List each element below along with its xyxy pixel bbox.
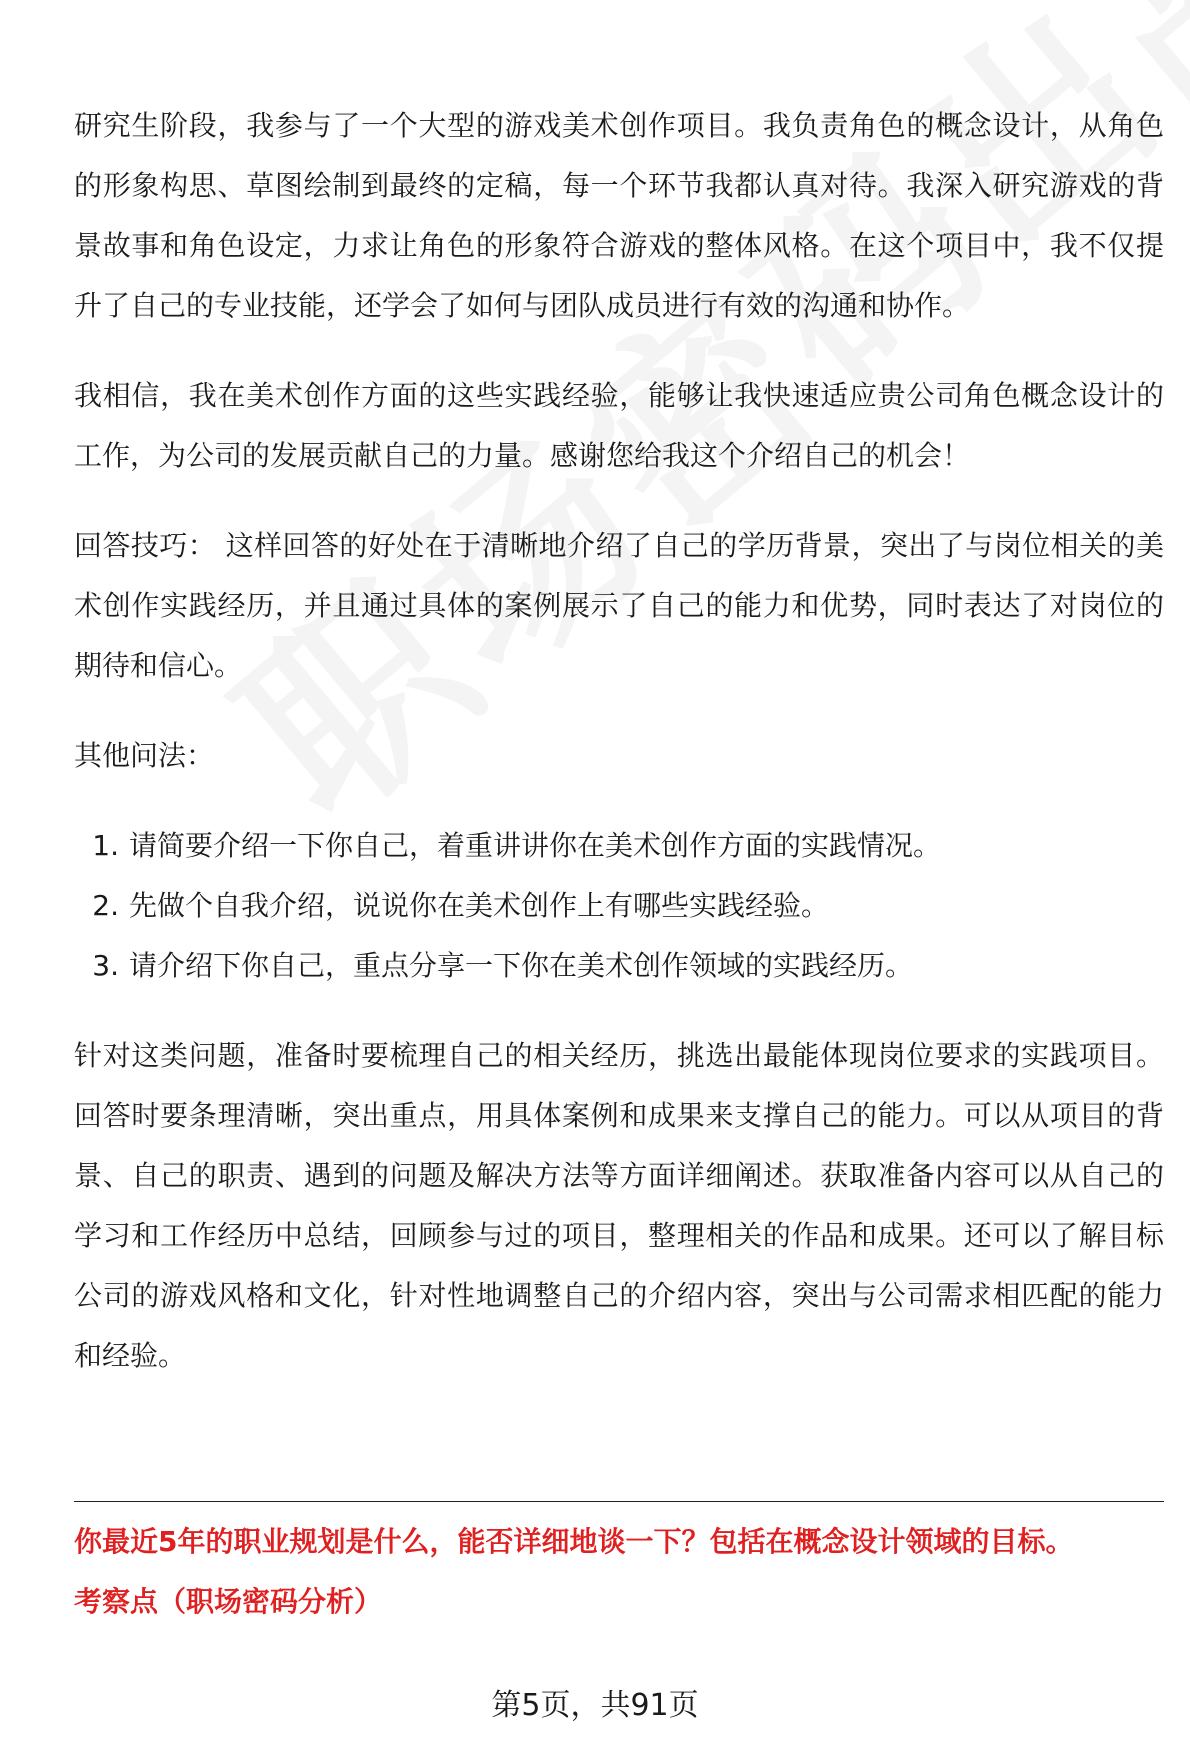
list-item-text: 请简要介绍一下你自己，着重讲讲你在美术创作方面的实践情况。 (129, 829, 942, 862)
page-number-footer: 第5页，共91页 (491, 1688, 699, 1723)
paragraph-preparation-advice: 针对这类问题，准备时要梳理自己的相关经历，挑选出最能体现岗位要求的实践项目。回答时要条理清晰，突出重点，用具体案例和成果来支撑自己的能力。可以从项目的背景、自己的职责、遇到的问题及解决方法等方面详细阐述。获取准备内容可以从自己的学习和工作经历中总结，回顾参与过的项目，整理相关的作品和成果。还可以了解目标公司的游戏风格和文化，针对性地调整自己的介绍内容，突出与公司需求相匹配的能力和经验。 (74, 1039, 1164, 1372)
list-item-number: 2. (92, 889, 119, 922)
list-item (74, 816, 1164, 876)
check-point-label: 考察点（职场密码分析） (74, 1585, 383, 1618)
paragraph-closing: 我相信，我在美术创作方面的这些实践经验，能够让我快速适应贵公司角色概念设计的工作，为公司的发展贡献自己的力量。感谢您给我这个介绍自己的机会！ (74, 379, 1164, 472)
list-item-number: 3. (92, 949, 119, 982)
paragraph-answer-tips: 回答技巧： 这样回答的好处在于清晰地介绍了自己的学历背景，突出了与岗位相关的美术创作实践经历，并且通过具体的案例展示了自己的能力和优势，同时表达了对岗位的期待和信心。 (74, 529, 1164, 682)
list-item (74, 936, 1164, 996)
paragraph-project-experience: 研究生阶段，我参与了一个大型的游戏美术创作项目。我负责角色的概念设计，从角色的形象构思、草图绘制到最终的定稿，每一个环节我都认真对待。我深入研究游戏的背景故事和角色设定，力求让角色的形象符合游戏的整体风格。在这个项目中，我不仅提升了自己的专业技能，还学会了如何与团队成员进行有效的沟通和协作。 (74, 109, 1164, 322)
next-question-title: 你最近5年的职业规划是什么，能否详细地谈一下？包括在概念设计领域的目标。 (74, 1525, 1074, 1558)
list-item-number: 1. (92, 829, 119, 862)
list-item (74, 876, 1164, 936)
main-content (74, 96, 1164, 1416)
other-questions-list (74, 816, 1164, 996)
list-item-text: 先做个自我介绍，说说你在美术创作上有哪些实践经验。 (129, 889, 830, 922)
list-item-text: 请介绍下你自己，重点分享一下你在美术创作领域的实践经历。 (129, 949, 914, 982)
section-divider (74, 1501, 1164, 1502)
paragraph-other-questions-heading: 其他问法： (74, 739, 215, 772)
